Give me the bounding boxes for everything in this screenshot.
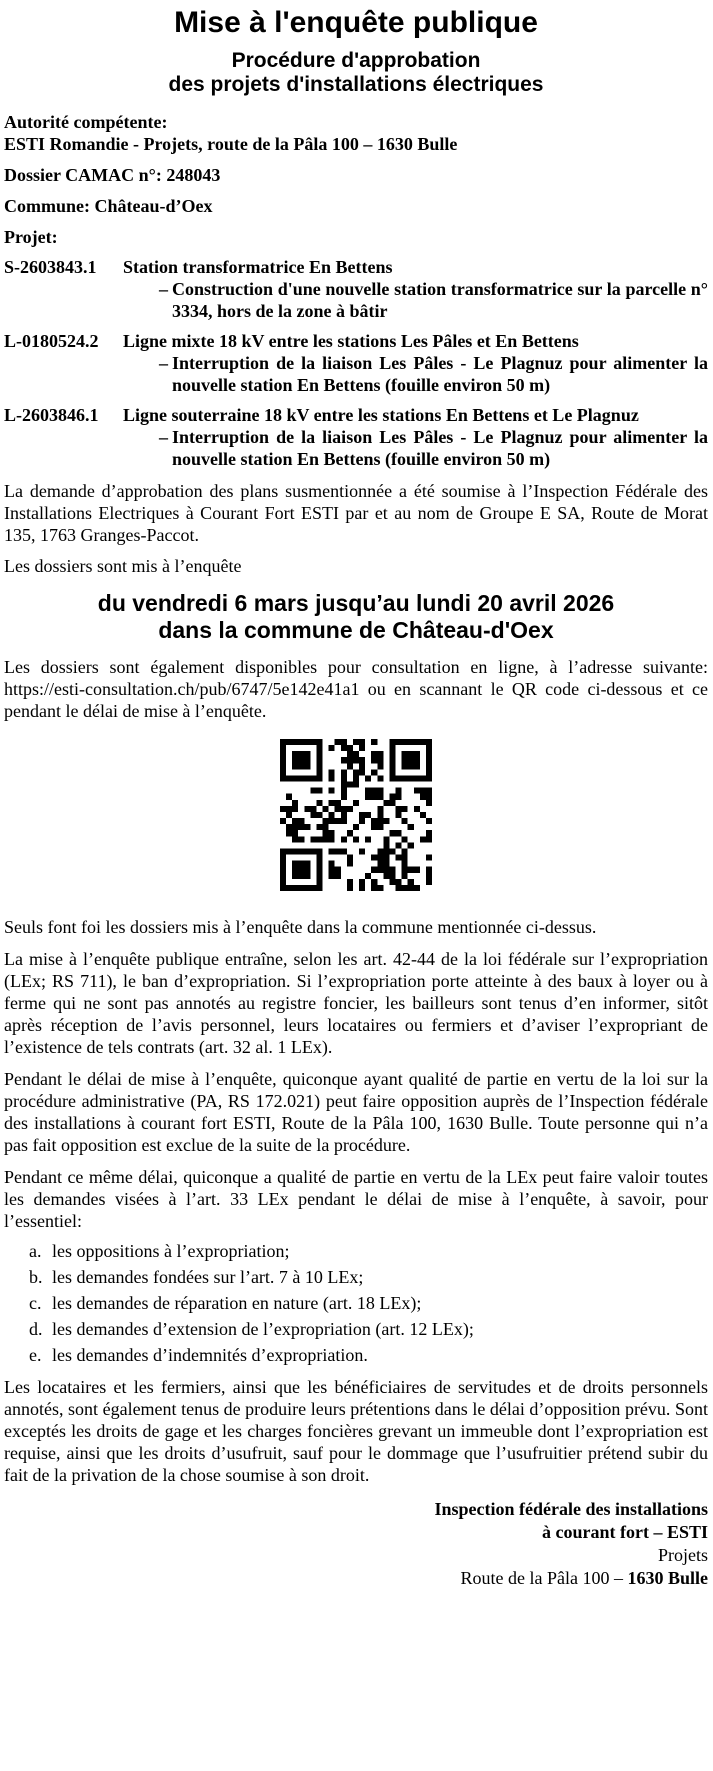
signature-dept: Projets [657, 1545, 708, 1565]
qr-code-container [4, 739, 708, 896]
list-item [4, 1240, 708, 1262]
dossier-number: Dossier CAMAC n°: 248043 [4, 165, 221, 185]
project-bullet-text: Construction d'une nouvelle station transformatrice sur la parcelle n° 3334, hors de la zone à bâtir [172, 279, 708, 321]
list-item-text: les demandes d’indemnités d’expropriation. [52, 1345, 368, 1365]
enquiry-period-dates: du vendredi 6 mars jusqu’au lundi 20 avril 2026 [97, 590, 615, 616]
project-id: S-2603843.1 [4, 257, 97, 277]
bullet-dash: – [159, 353, 168, 373]
list-item [4, 1266, 708, 1288]
list-marker: d. [29, 1319, 43, 1339]
subtitle-line-1: Procédure d'approbation [231, 49, 481, 72]
project-body [123, 256, 708, 322]
project-body [123, 330, 708, 396]
project-body [123, 404, 708, 470]
project-bullet [159, 278, 708, 322]
qr-code [280, 739, 432, 891]
page-subtitle [4, 49, 708, 97]
enquiry-period-commune: dans la commune de Château-d'Oex [158, 617, 554, 643]
project-label: Projet: [4, 227, 58, 247]
project-bullet-text: Interruption de la liaison Les Pâles - Le Plagnuz pour alimenter la nouvelle station En Bettens (fouille environ 50 m) [172, 427, 708, 469]
list-item [4, 1292, 708, 1314]
list-item-text: les demandes d’extension de l’expropriation (art. 12 LEx); [52, 1319, 474, 1339]
bullet-dash: – [159, 279, 168, 299]
project-bullet [159, 426, 708, 470]
paragraph-intro-enquete: Les dossiers sont mis à l’enquête [4, 556, 242, 576]
project-row [4, 256, 708, 322]
project-name: Ligne mixte 18 kV entre les stations Les Pâles et En Bettens [123, 331, 579, 351]
subtitle-line-2: des projets d'installations électriques [168, 73, 544, 96]
signature-address [4, 1567, 708, 1590]
list-marker: c. [29, 1293, 42, 1313]
authority-label: Autorité compétente: [4, 112, 168, 132]
paragraph-opposition: Pendant le délai de mise à l’enquête, quiconque ayant qualité de partie en vertu de la loi sur la procédure administrative (PA, RS 172.021) peut faire opposition auprès de l’Inspection fédérale des installations à courant fort ESTI, Route de la Pâla 100, 1630 Bulle. Toute personne qui n’a pas fait opposition est exclue de la suite de la procédure. [4, 1069, 708, 1155]
commune-line: Commune: Château-d’Oex [4, 196, 213, 216]
project-bullet-text: Interruption de la liaison Les Pâles - Le Plagnuz pour alimenter la nouvelle station En Bettens (fouille environ 50 m) [172, 353, 708, 395]
paragraph-submission: La demande d’approbation des plans susmentionnée a été soumise à l’Inspection Fédérale des Installations Electriques à Courant Fort ESTI par et au nom de Groupe E SA, Route de Morat 135, 1763 Granges-Paccot. [4, 481, 708, 545]
list-item [4, 1318, 708, 1340]
project-id: L-2603846.1 [4, 405, 99, 425]
paragraph-foi: Seuls font foi les dossiers mis à l’enquête dans la commune mentionnée ci-dessus. [4, 917, 597, 937]
project-name: Ligne souterraine 18 kV entre les stations En Bettens et Le Plagnuz [123, 405, 639, 425]
authority-value: ESTI Romandie - Projets, route de la Pâla 100 – 1630 Bulle [4, 134, 458, 154]
enquiry-period-heading [4, 590, 708, 644]
demands-list [4, 1240, 708, 1366]
list-item [4, 1344, 708, 1366]
project-name: Station transformatrice En Bettens [123, 257, 393, 277]
bullet-dash: – [159, 427, 168, 447]
list-marker: a. [29, 1241, 42, 1261]
project-row [4, 330, 708, 396]
list-marker: b. [29, 1267, 43, 1287]
signature-block [4, 1498, 708, 1590]
signature-address-prefix: Route de la Pâla 100 – [460, 1568, 628, 1588]
project-row [4, 404, 708, 470]
list-item-text: les oppositions à l’expropriation; [52, 1241, 290, 1261]
paragraph-online-consultation: Les dossiers sont également disponibles pour consultation en ligne, à l’adresse suivante: https://esti-consultation.ch/pub/6747/5e142e41a1 ou en scannant le QR code ci-dessous et ce pendant le délai de mise à l’enquête. [4, 657, 708, 721]
list-item-text: les demandes fondées sur l’art. 7 à 10 LEx; [52, 1267, 364, 1287]
page-title: Mise à l'enquête publique [174, 6, 538, 39]
paragraph-ban-expropriation: La mise à l’enquête publique entraîne, selon les art. 42-44 de la loi fédérale sur l’expropriation (LEx; RS 711), le ban d’expropriation. Si l’expropriation porte atteinte à des baux à loyer ou à ferme qui ne sont pas annotés au registre foncier, les bailleurs sont tenus d’en informer, sitôt après réception de l’avis personnel, leurs locataires ou fermiers et d’aviser l’expropriant de l’existence de tels contrats (art. 32 al. 1 LEx). [4, 949, 708, 1057]
signature-org-line2: à courant fort – ESTI [542, 1522, 708, 1542]
list-item-text: les demandes de réparation en nature (art. 18 LEx); [52, 1293, 422, 1313]
paragraph-demandes: Pendant ce même délai, quiconque a qualité de partie en vertu de la LEx peut faire valoir toutes les demandes visées à l’art. 33 LEx pendant le délai de mise à l’enquête, à savoir, pour l’essentiel: [4, 1167, 708, 1231]
list-marker: e. [29, 1345, 42, 1365]
signature-address-city: 1630 Bulle [627, 1568, 708, 1588]
paragraph-locataires: Les locataires et les fermiers, ainsi que les bénéficiaires de servitudes et de droits personnels annotés, sont également tenus de produire leurs prétentions dans le délai d’opposition prévu. Sont exceptés les droits de gage et les charges foncières grevant un immeuble dont l’expropriation est requise, ainsi que les droits d’usufruit, sauf pour le dommage que l’usufruitier prétend subir du fait de la privation de la chose soumise à son droit. [4, 1377, 708, 1485]
project-bullet [159, 352, 708, 396]
signature-org-line1: Inspection fédérale des installations [434, 1499, 708, 1519]
project-id: L-0180524.2 [4, 331, 99, 351]
